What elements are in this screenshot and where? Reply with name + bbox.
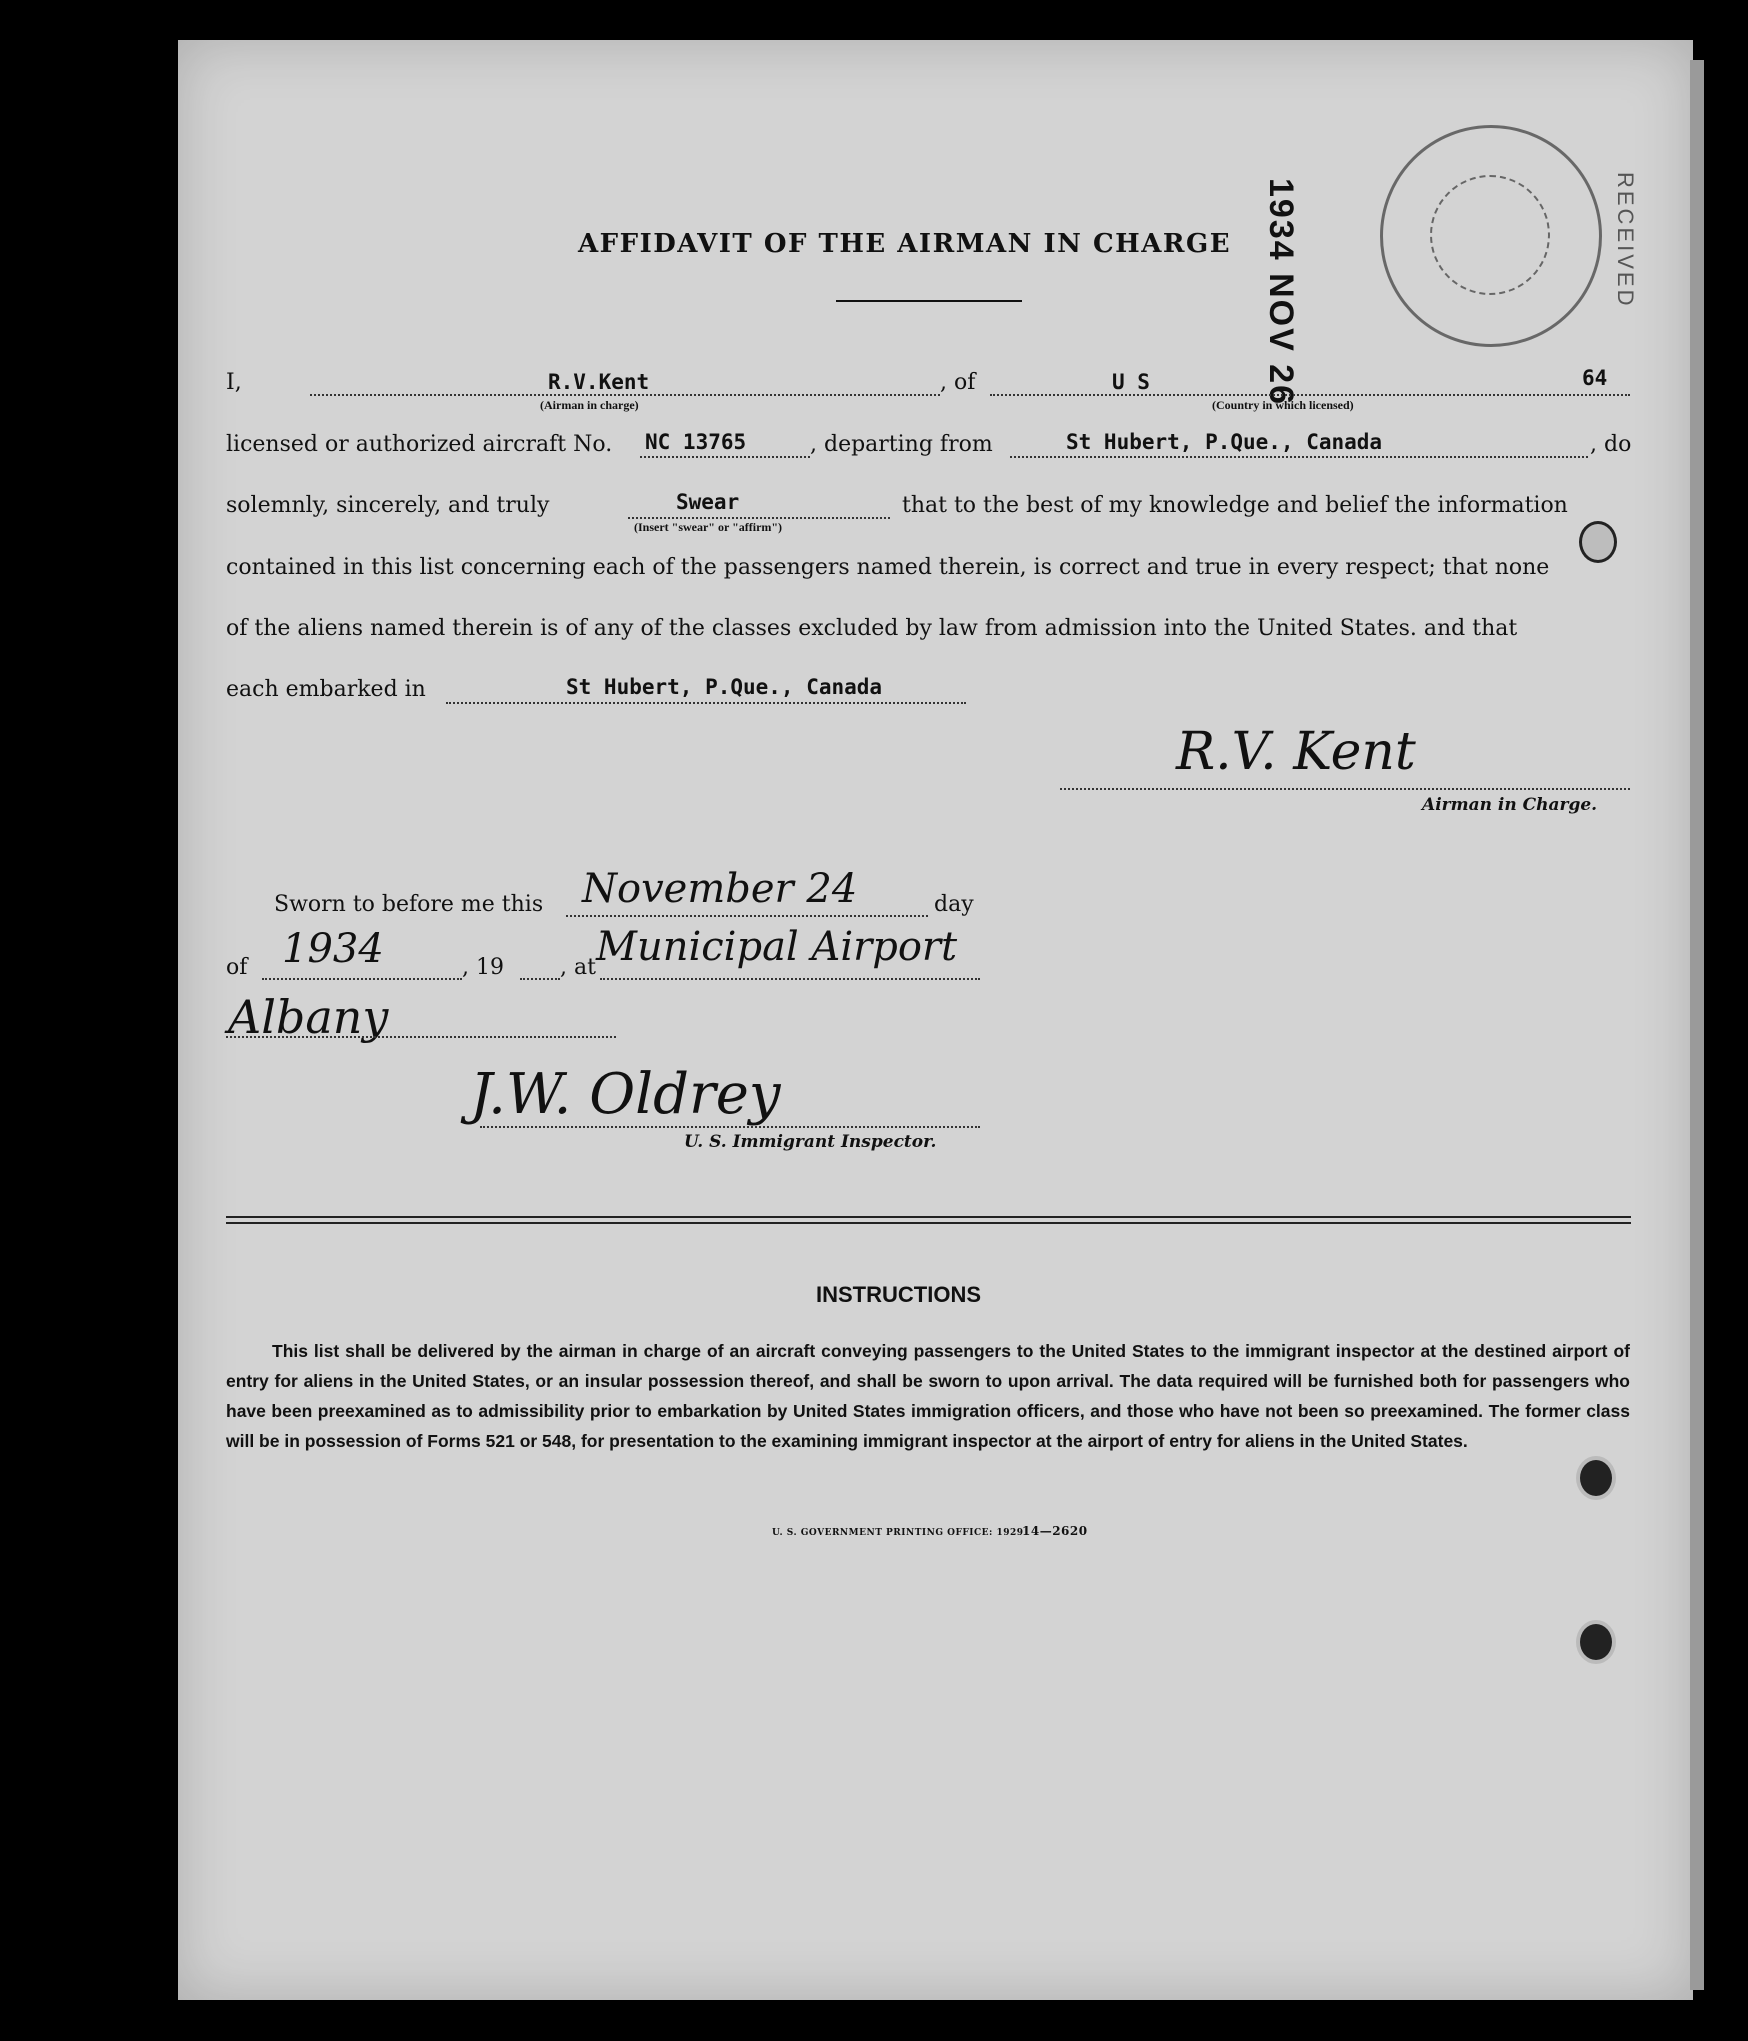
airman-signature-label: Airman in Charge. [1422, 795, 1598, 815]
day-label: day [934, 892, 974, 917]
aircraft-number: NC 13765 [645, 430, 747, 454]
punch-hole [1580, 1460, 1612, 1496]
embarked-field [446, 702, 966, 704]
sworn-year: 1934 [282, 926, 384, 972]
airman-signature-line [1060, 788, 1630, 790]
swear-caption: (Insert "swear" or "affirm") [634, 520, 783, 534]
of-label-2: of [226, 955, 248, 980]
country-caption: (Country in which licensed) [1212, 398, 1354, 412]
place-field [600, 978, 980, 980]
sworn-city: Albany [228, 990, 389, 1044]
line1-prefix: I, [226, 370, 242, 395]
line5-text: of the aliens named therein is of any of the classes excluded by law from admission into the United States. and that [226, 616, 1518, 641]
punch-hole [1582, 524, 1614, 560]
country-field [990, 394, 1630, 396]
stamp-date: 1934 NOV 26 [1262, 178, 1300, 407]
received-text: RECEIVED [1613, 172, 1638, 309]
city-field [226, 1036, 616, 1038]
swear-field [628, 517, 890, 519]
form-title: AFFIDAVIT OF THE AIRMAN IN CHARGE [578, 229, 1232, 259]
inspector-signature-line [480, 1126, 980, 1128]
inspector-label: U. S. Immigrant Inspector. [684, 1132, 937, 1152]
inspector-signature: J.W. Oldrey [470, 1062, 781, 1127]
received-stamp-inner [1430, 175, 1550, 295]
nineteen-label: , 19 [462, 955, 504, 980]
departing-field [1010, 456, 1588, 458]
swear-value: Swear [676, 490, 740, 514]
airman-caption: (Airman in charge) [540, 398, 639, 412]
line3-prefix: solemnly, sincerely, and truly [226, 493, 550, 518]
page-edge [1690, 60, 1704, 1990]
airman-name: R.V.Kent [548, 370, 650, 394]
country-value: U S [1112, 370, 1150, 394]
title-rule [836, 300, 1022, 302]
at-label: , at [560, 955, 596, 980]
sworn-prefix: Sworn to before me this [274, 892, 544, 917]
line4-text: contained in this list concerning each of the passengers named therein, is correct and true in every respect; that none [226, 555, 1550, 580]
instructions-title: INSTRUCTIONS [816, 1282, 981, 1307]
form-number: 14—2620 [1022, 1524, 1088, 1538]
departing-from: St Hubert, P.Que., Canada [1066, 430, 1383, 454]
sworn-date: November 24 [582, 866, 858, 912]
sworn-place: Municipal Airport [596, 924, 958, 970]
of-label: , of [940, 370, 976, 395]
line2-prefix: licensed or authorized aircraft No. [226, 432, 613, 457]
departing-label: , departing from [810, 432, 993, 457]
instructions-body: This list shall be delivered by the airman in charge of an aircraft conveying passengers to the United States to the immigrant inspector at the destined airport of entry for aliens in the United States, or an insular possession thereof, and shall be sworn to upon arrival. The data required will be furnished both for passengers who have been preexamined as to admissibility prior to embarkation by United States immigration officers, and those who have not been so preexamined. The former class will be in possession of Forms 521 or 548, for presentation to the examining immigrant inspector at the airport of entry for aliens in the United States. [226, 1341, 1630, 1451]
embarked-in: St Hubert, P.Que., Canada [566, 675, 883, 699]
separator-rule-bottom [226, 1222, 1631, 1224]
year-field [262, 978, 462, 980]
separator-rule-top [226, 1216, 1631, 1218]
airman-signature: R.V. Kent [1176, 722, 1416, 782]
sworn-date-field [566, 915, 928, 917]
aircraft-no-field [640, 456, 810, 458]
airman-name-field [310, 394, 940, 396]
line3-suffix: that to the best of my knowledge and belief the information [902, 493, 1568, 518]
printer-imprint: U. S. GOVERNMENT PRINTING OFFICE: 1929 [772, 1528, 1024, 1538]
punch-hole [1580, 1624, 1612, 1660]
corner-number: 64 [1582, 366, 1608, 390]
line6-prefix: each embarked in [226, 677, 426, 702]
nineteen-field [520, 978, 560, 980]
do-label: , do [1590, 432, 1632, 457]
